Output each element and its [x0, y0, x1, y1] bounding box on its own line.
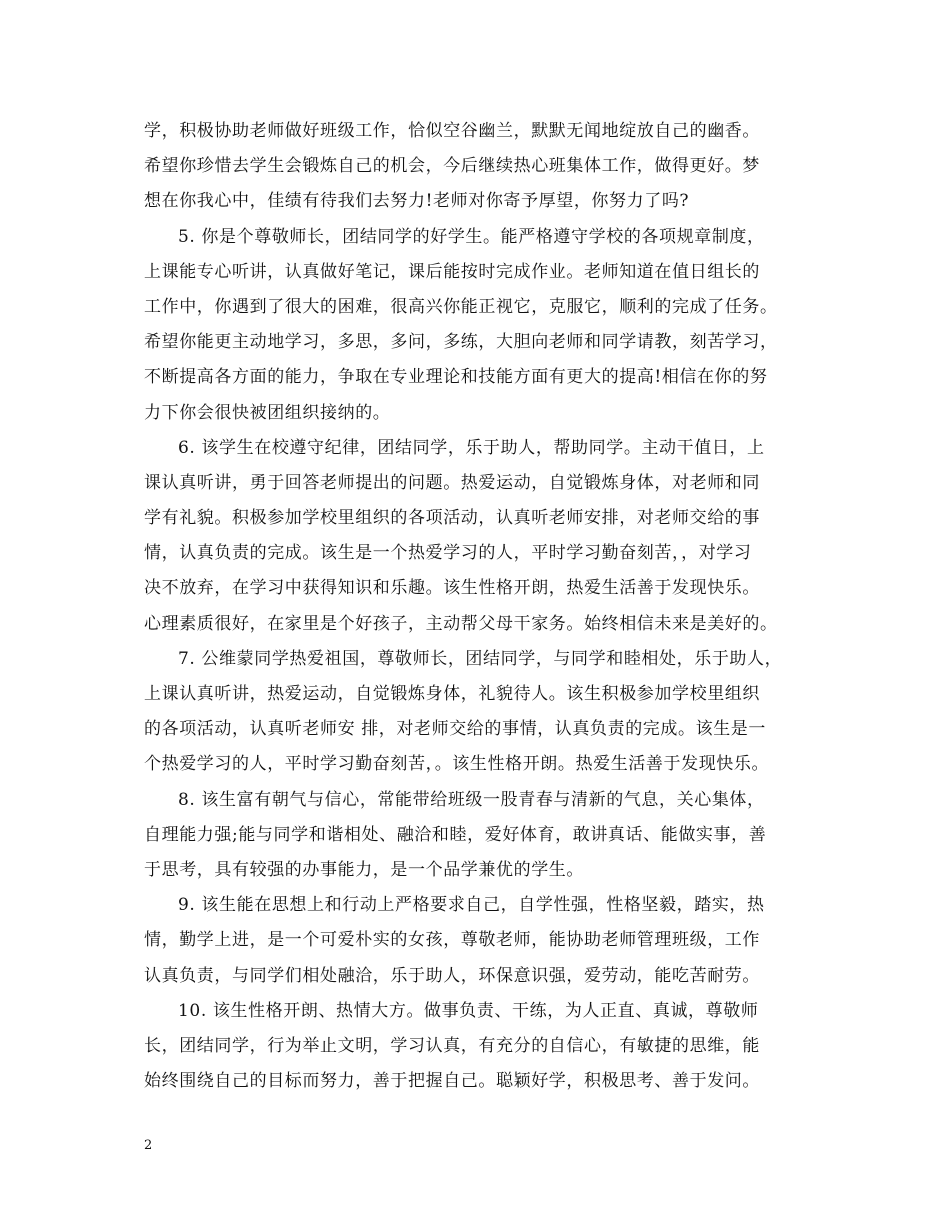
page-number: 2 — [144, 1138, 153, 1153]
text-line: 学，积极协助老师做好班级工作，恰似空谷幽兰，默默无闻地绽放自己的幽香。 — [144, 121, 760, 141]
paragraph-first-line: 7. 公维蒙同学热爱祖国，尊敬师长，团结同学，与同学和睦相处，乐于助人， — [178, 648, 783, 669]
paragraph-first-line: 5. 你是个尊敬师长，团结同学的好学生。能严格遵守学校的各项规章制度， — [178, 226, 765, 247]
text-line: 心理素质很好，在家里是个好孩子，主动帮父母干家务。始终相信未来是美好的。 — [144, 613, 778, 634]
text-line: 始终围绕自己的目标而努力，善于把握自己。聪颖好学，积极思考、善于发问。 — [144, 1071, 760, 1092]
text-line: 不断提高各方面的能力，争取在专业理论和技能方面有更大的提高!相信在你的努 — [144, 367, 768, 388]
text-line: 希望你珍惜去学生会锻炼自己的机会，今后继续热心班集体工作，做得更好。梦 — [144, 156, 760, 177]
text-line: 个热爱学习的人，平时学习勤奋刻苦，。该生性格开朗。热爱生活善于发现快乐。 — [144, 754, 770, 775]
text-line: 课认真听讲，勇于回答老师提出的问题。热爱运动，自觉锻炼身体，对老师和同 — [144, 472, 760, 493]
text-line: 上课认真听讲，热爱运动，自觉锻炼身体，礼貌待人。该生积极参加学校里组织 — [144, 684, 760, 704]
text-line: 力下你会很快被团组织接纳的。 — [144, 402, 391, 423]
text-line: 希望你能更主动地学习，多思，多问，多练，大胆向老师和同学请教，刻苦学习， — [144, 332, 778, 353]
text-line: 学有礼貌。积极参加学校里组织的各项活动，认真听老师安排，对老师交给的事 — [144, 508, 760, 529]
text-line: 决不放弃，在学习中获得知识和乐趣。该生性格开朗，热爱生活善于发现快乐。 — [144, 578, 760, 599]
paragraph-first-line: 10. 该生性格开朗、热情大方。做事负责、干练，为人正直、真诚，尊敬师 — [178, 1000, 759, 1021]
paragraph-first-line: 9. 该生能在思想上和行动上严格要求自己，自学性强，性格坚毅，踏实，热 — [178, 895, 765, 916]
paragraph-first-line: 6. 该学生在校遵守纪律，团结同学，乐于助人，帮助同学。主动干值日，上 — [178, 437, 765, 458]
text-line: 于思考，具有较强的办事能力，是一个品学兼优的学生。 — [144, 859, 584, 880]
text-line: 工作中，你遇到了很大的困难，很高兴你能正视它，克服它，顺利的完成了任务。 — [144, 296, 778, 317]
text-line: 的各项活动，认真听老师安 排，对老师交给的事情，认真负责的完成。该生是一 — [144, 719, 767, 740]
text-line: 上课能专心听讲，认真做好笔记，课后能按时完成作业。老师知道在值日组长的 — [144, 261, 760, 282]
text-line: 情，认真负责的完成。该生是一个热爱学习的人，平时学习勤奋刻苦，，对学习 — [144, 543, 752, 564]
text-line: 情，勤学上进，是一个可爱朴实的女孩，尊敬老师，能协助老师管理班级，工作 — [144, 930, 760, 951]
text-line: 想在你我心中，佳绩有待我们去努力!老师对你寄予厚望，你努力了吗? — [144, 191, 690, 212]
text-line: 认真负责，与同学们相处融洽，乐于助人，环保意识强，爱劳动，能吃苦耐劳。 — [144, 965, 760, 986]
document-body — [144, 114, 824, 1099]
text-line: 长，团结同学，行为举止文明，学习认真，有充分的自信心，有敏捷的思维，能 — [144, 1035, 760, 1056]
text-line: 自理能力强;能与同学和谐相处、融洽和睦，爱好体育，敢讲真话、能做实事，善 — [144, 824, 767, 845]
paragraph-first-line: 8. 该生富有朝气与信心，常能带给班级一股青春与清新的气息，关心集体， — [178, 789, 765, 810]
